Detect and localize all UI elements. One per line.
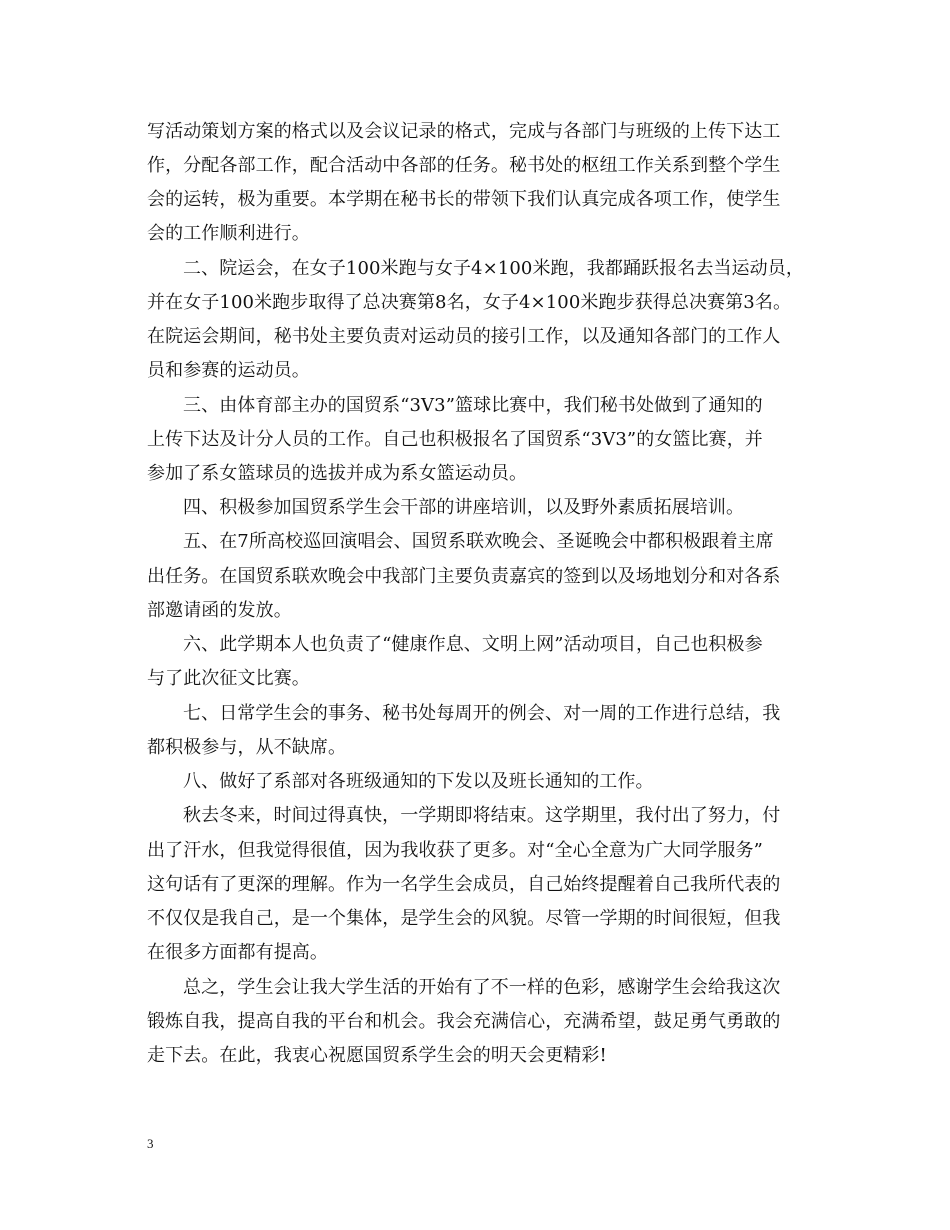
text-line: 八、做好了系部对各班级通知的下发以及班长通知的工作。: [183, 771, 654, 792]
text-line: 二、院运会，在女子100米跑与女子4×100米跑，我都踊跃报名去当运动员，: [183, 258, 804, 279]
text-line: 出了汗水，但我觉得很值，因为我收获了更多。对“全心全意为广大同学服务”: [147, 840, 763, 861]
text-line: 总之，学生会让我大学生活的开始有了不一样的色彩，感谢学生会给我这次: [183, 977, 781, 998]
text-line: 上传下达及计分人员的工作。自己也积极报名了国贸系“3V3”的女篮比赛，并: [147, 429, 763, 450]
text-line: 四、积极参加国贸系学生会干部的讲座培训，以及野外素质拓展培训。: [183, 497, 745, 518]
text-line: 走下去。在此，我衷心祝愿国贸系学生会的明天会更精彩!: [147, 1045, 607, 1066]
text-line: 三、由体育部主办的国贸系“3V3”篮球比赛中，我们秘书处做到了通知的: [183, 395, 763, 416]
text-line: 七、日常学生会的事务、秘书处每周开的例会、对一周的工作进行总结，我: [183, 703, 781, 724]
text-line: 写活动策划方案的格式以及会议记录的格式，完成与各部门与班级的上传下达工: [147, 121, 781, 142]
text-line: 在很多方面都有提高。: [147, 942, 328, 963]
text-line: 会的工作顺利进行。: [147, 223, 310, 244]
text-line: 作，分配各部工作，配合活动中各部的任务。秘书处的枢纽工作关系到整个学生: [147, 155, 781, 176]
page-number: 3: [147, 1136, 154, 1151]
text-line: 秋去冬来，时间过得真快，一学期即将结束。这学期里，我付出了努力，付: [183, 805, 781, 826]
text-line: 并在女子100米跑步取得了总决赛第8名，女子4×100米跑步获得总决赛第3名。: [147, 292, 792, 313]
text-line: 五、在7所高校巡回演唱会、国贸系联欢晚会、圣诞晚会中都积极跟着主席: [183, 531, 774, 552]
text-line: 部邀请函的发放。: [147, 600, 292, 621]
text-line: 员和参赛的运动员。: [147, 360, 310, 381]
text-line: 六、此学期本人也负责了“健康作息、文明上网”活动项目，自己也积极参: [183, 634, 763, 655]
text-line: 都积极参与，从不缺席。: [147, 737, 347, 758]
text-line: 这句话有了更深的理解。作为一名学生会成员，自己始终提醒着自己我所代表的: [147, 874, 781, 895]
text-line: 锻炼自我，提高自我的平台和机会。我会充满信心，充满希望，鼓足勇气勇敢的: [147, 1011, 781, 1032]
text-line: 出任务。在国贸系联欢晚会中我部门主要负责嘉宾的签到以及场地划分和对各系: [147, 566, 781, 587]
text-line: 与了此次征文比赛。: [147, 668, 310, 689]
text-line: 不仅仅是我自己，是一个集体，是学生会的风貌。尽管一学期的时间很短，但我: [147, 908, 781, 929]
text-line: 参加了系女篮球员的选拔并成为系女篮运动员。: [147, 463, 528, 484]
text-line: 会的运转，极为重要。本学期在秘书长的带领下我们认真完成各项工作，使学生: [147, 189, 781, 210]
text-line: 在院运会期间，秘书处主要负责对运动员的接引工作，以及通知各部门的工作人: [147, 326, 781, 347]
